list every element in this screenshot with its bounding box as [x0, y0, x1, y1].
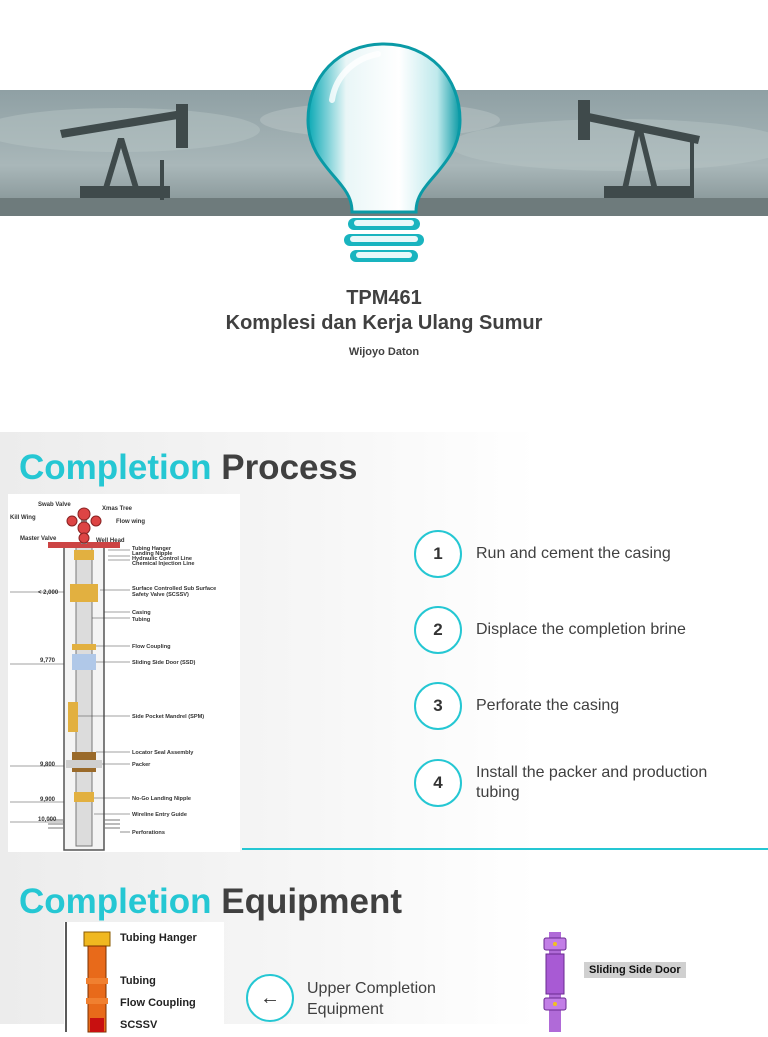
- label-tubing-hanger: Tubing Hanger: [132, 546, 172, 552]
- label-scssv-line2: Safety Valve (SCSSV): [132, 592, 189, 598]
- label-kill-wing: Kill Wing: [10, 515, 36, 521]
- completion-equipment-slide: [0, 864, 768, 1031]
- label-depth-9900: 9,900: [40, 797, 56, 803]
- course-name: Komplesi dan Kerja Ulang Sumur: [225, 312, 543, 334]
- lightbulb-icon: [302, 40, 466, 270]
- label-casing: Casing: [132, 610, 151, 616]
- title-slide: [0, 0, 768, 432]
- label-locator-seal-assembly: Locator Seal Assembly: [132, 750, 194, 756]
- label-side-pocket-mandrel: Side Pocket Mandrel (SPM): [132, 714, 205, 720]
- label-tubing-hanger: Tubing Hanger: [120, 932, 197, 944]
- label-depth-9770: 9,770: [40, 658, 56, 664]
- completion-equipment-title: [19, 882, 402, 922]
- label-swab-valve: Swab Valve: [38, 502, 71, 508]
- label-master-valve: Master Valve: [20, 536, 57, 542]
- label-depth-9800: 9,800: [40, 762, 56, 768]
- step-3: [414, 682, 754, 730]
- step-1: [414, 530, 754, 578]
- well-completion-diagram: [8, 494, 240, 852]
- label-tubing: Tubing: [120, 975, 156, 987]
- sliding-side-door-image: [540, 932, 570, 1032]
- label-tubing: Tubing: [132, 617, 151, 623]
- upper-completion-label: Upper Completion Equipment: [307, 980, 436, 1018]
- course-code: TPM461: [346, 287, 422, 309]
- label-depth-2000: < 2,000: [38, 590, 59, 596]
- label-scssv-line1: Surface Controlled Sub Surface: [132, 586, 217, 592]
- accent-divider: [242, 848, 768, 850]
- title-rest: Process: [221, 448, 358, 487]
- label-sliding-side-door: Sliding Side Door (SSD): [132, 660, 196, 666]
- label-packer: Packer: [132, 762, 151, 768]
- label-flow-coupling: Flow Coupling: [120, 997, 196, 1009]
- label-depth-10000: 10,000: [38, 817, 57, 823]
- tubing-string-figure: [64, 922, 224, 1032]
- label-well-head: Well Head: [96, 538, 125, 544]
- label-flow-wing: Flow wing: [116, 519, 145, 525]
- step-4: [414, 759, 754, 807]
- title-accent: Completion: [19, 882, 212, 921]
- sliding-side-door-label: Sliding Side Door: [584, 962, 686, 978]
- step-text: Install the packer and production tubing: [476, 764, 708, 801]
- step-text: Perforate the casing: [476, 697, 620, 714]
- step-number-circle: 3: [414, 682, 462, 730]
- label-no-go-landing-nipple: No-Go Landing Nipple: [132, 796, 192, 802]
- step-number-circle: 4: [414, 759, 462, 807]
- label-hydraulic-control-line: Hydraulic Control Line: [132, 556, 192, 562]
- label-scssv: SCSSV: [120, 1019, 158, 1031]
- title-accent: Completion: [19, 448, 212, 487]
- completion-process-slide: [0, 432, 768, 864]
- step-text: Run and cement the casing: [476, 545, 671, 562]
- step-2: [414, 606, 754, 654]
- step-number-circle: 2: [414, 606, 462, 654]
- label-flow-coupling: Flow Coupling: [132, 644, 171, 650]
- title-block: [0, 286, 768, 358]
- author-name: Wijoyo Daton: [348, 346, 420, 358]
- arrow-left-icon: ←: [246, 974, 294, 1022]
- label-chemical-injection-line: Chemical Injection Line: [132, 561, 195, 567]
- label-wireline-entry-guide: Wireline Entry Guide: [132, 812, 187, 818]
- step-text: Displace the completion brine: [476, 621, 686, 638]
- well-schematic-image: [8, 494, 240, 852]
- label-perforations: Perforations: [132, 830, 165, 836]
- tubing-string-image: [64, 922, 224, 1032]
- label-xmas-tree: Xmas Tree: [102, 506, 133, 512]
- completion-process-title: [19, 448, 357, 488]
- title-rest: Equipment: [221, 882, 403, 921]
- step-number-circle: 1: [414, 530, 462, 578]
- label-landing-nipple: Landing Nipple: [132, 551, 173, 557]
